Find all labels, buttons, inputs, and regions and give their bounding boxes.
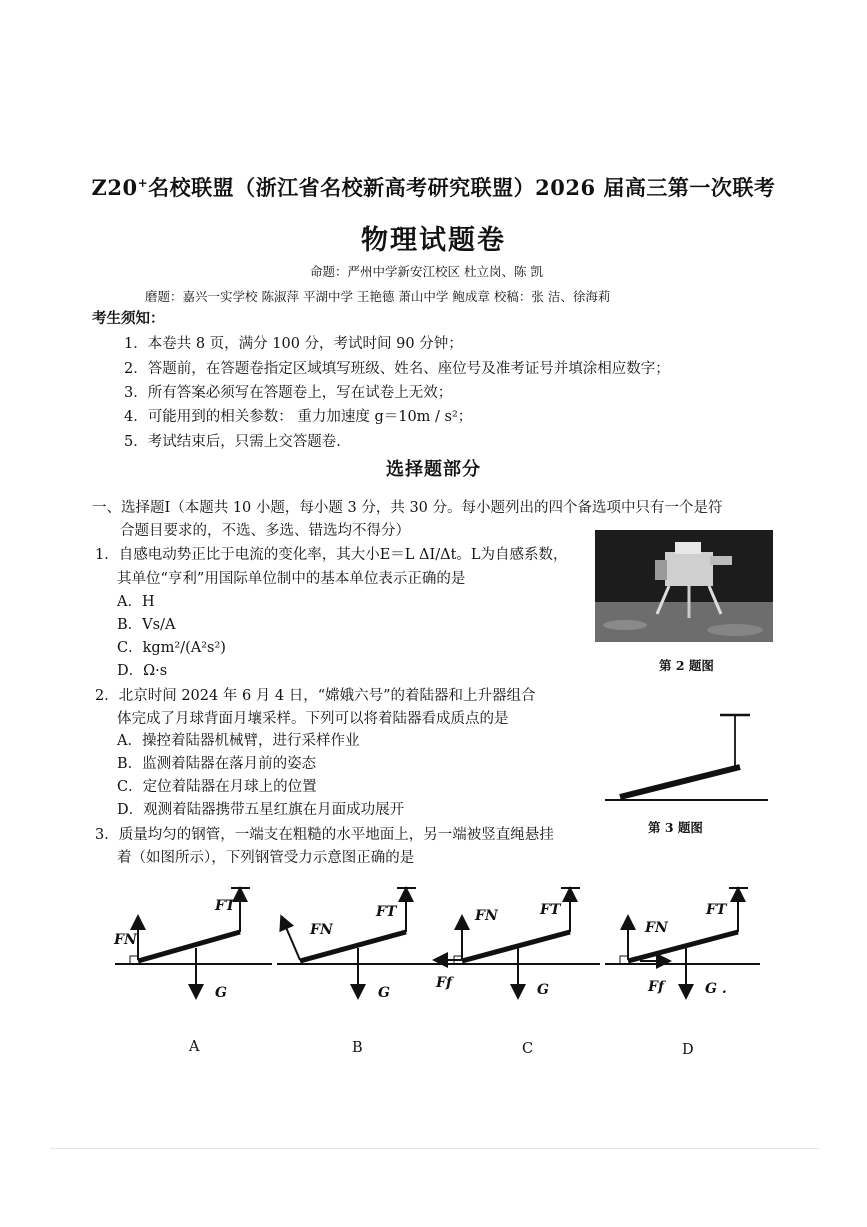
diagram-letter-d: D (682, 1042, 694, 1058)
section-title: 选择题部分 (386, 459, 481, 480)
label-c-fn: FN (475, 908, 498, 924)
q2-option-b: B．监测着陆器在落月前的姿态 (117, 756, 317, 772)
label-a-g: G (215, 985, 227, 1001)
lander-photo (595, 530, 773, 642)
label-d-fn: FN (645, 920, 668, 936)
q1-line-1: 1．自感电动势正比于电流的变化率，其大小E＝L ΔI/Δt。L为自感系数， (95, 547, 568, 563)
page-bottom-rule (50, 1148, 820, 1149)
setters-line: 命题：严州中学新安江校区 杜立岗、陈 凯 (310, 264, 543, 279)
q1-option-b: B．Vs/A (117, 617, 176, 633)
label-b-fn: FN (310, 922, 333, 938)
label-d-ft: FT (706, 902, 727, 918)
part1-line-1: 一、选择题Ⅰ（本题共 10 小题，每小题 3 分，共 30 分。每小题列出的四个备选项中只有一个是符 (92, 500, 723, 516)
part1-line-2: 合题目要求的，不选、多选、错选均不得分） (120, 523, 410, 539)
fig3-diagram (600, 705, 775, 810)
diagram-a (115, 888, 272, 996)
exam-title: Z20+名校联盟（浙江省名校新高考研究联盟）2026 届高三第一次联考 (91, 175, 776, 200)
fig2-caption: 第 2 题图 (659, 658, 714, 673)
label-c-g: G (537, 982, 549, 998)
label-d-g: G . (705, 981, 727, 997)
diagram-b (277, 888, 435, 996)
notice-item-5: 5．考试结束后，只需上交答题卷. (124, 434, 341, 450)
q2-option-a: A．操控着陆器机械臂，进行采样作业 (117, 733, 360, 749)
notice-item-2: 2．答题前，在答题卷指定区域填写班级、姓名、座位号及准考证号并填涂相应数字； (124, 361, 670, 377)
q1-option-a: A．H (117, 594, 155, 610)
q3-line-1: 3．质量均匀的钢管，一端支在粗糙的水平地面上，另一端被竖直绳悬挂 (95, 827, 554, 843)
label-b-ft: FT (376, 904, 397, 920)
force-diagrams (0, 870, 867, 1070)
q3-line-2: 着（如图所示），下列钢管受力示意图正确的是 (117, 850, 415, 866)
reviewers-line: 磨题：嘉兴一实学校 陈淑萍 平湖中学 王艳德 萧山中学 鲍成章 校稿：张 洁、徐海莉 (145, 289, 611, 304)
diagram-letter-c: C (522, 1041, 534, 1057)
exam-subtitle: 物理试题卷 (361, 225, 506, 256)
label-c-ft: FT (540, 902, 561, 918)
diagram-c (432, 888, 600, 996)
label-a-fn: FN (114, 932, 137, 948)
q2-line-2: 体完成了月球背面月壤采样。下列可以将着陆器看成质点的是 (117, 711, 509, 727)
q1-option-c: C．kgm²/(A²s²) (117, 640, 226, 656)
notice-item-4: 4．可能用到的相关参数： 重力加速度 g＝10m / s²； (124, 409, 473, 425)
q2-line-1: 2．北京时间 2024 年 6 月 4 日，“嫦娥六号”的着陆器和上升器组合 (95, 688, 536, 704)
label-c-ff: Ff (436, 975, 452, 991)
q2-option-c: C．定位着陆器在月球上的位置 (117, 779, 317, 795)
diagram-d (605, 888, 760, 996)
notice-item-3: 3．所有答案必须写在答题卷上，写在试卷上无效； (124, 385, 453, 401)
label-b-g: G (378, 985, 390, 1001)
diagram-letter-b: B (352, 1040, 363, 1056)
label-d-ff: Ff (648, 979, 664, 995)
q2-option-d: D．观测着陆器携带五星红旗在月面成功展开 (117, 802, 405, 818)
lander-image (595, 530, 773, 642)
diagram-letter-a: A (189, 1039, 200, 1055)
q1-option-d: D．Ω·s (117, 663, 168, 679)
q1-line-2: 其单位“亨利”用国际单位制中的基本单位表示正确的是 (117, 571, 466, 587)
notice-item-1: 1．本卷共 8 页，满分 100 分，考试时间 90 分钟； (124, 336, 463, 352)
notice-heading: 考生须知： (92, 310, 165, 327)
label-a-ft: FT (215, 898, 236, 914)
fig3-caption: 第 3 题图 (648, 820, 703, 835)
